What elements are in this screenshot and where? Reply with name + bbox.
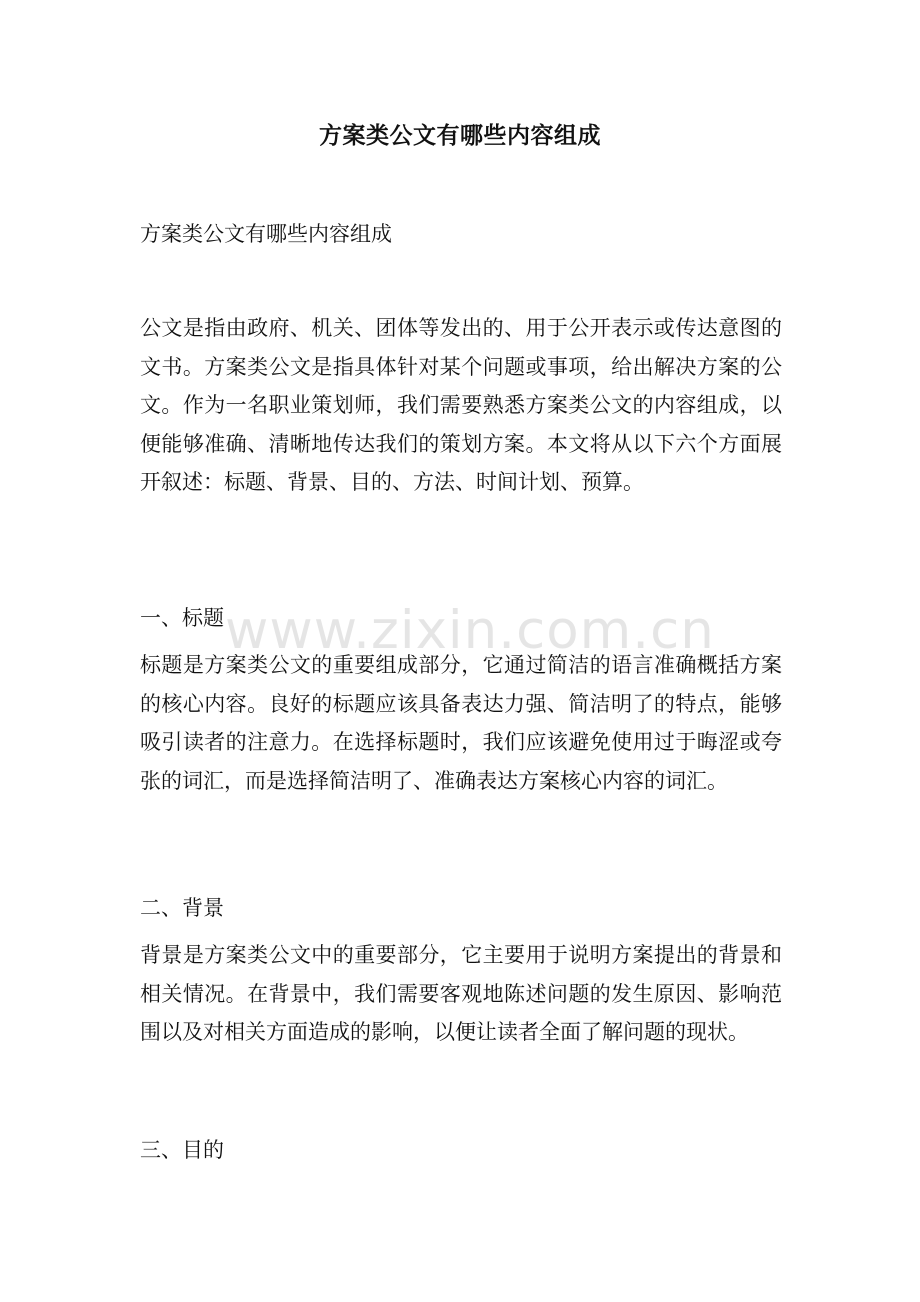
intro-paragraph: 公文是指由政府、机关、团体等发出的、用于公开表示或传达意图的文书。方案类公文是指具体针对某个问题或事项，给出解决方案的公文。作为一名职业策划师，我们需要熟悉方案类公文的内容组成，以便能够准确、清晰地传达我们的策划方案。本文将从以下六个方面展开叙述：标题、背景、目的、方法、时间计划、预算。 bbox=[140, 316, 782, 494]
document-subtitle: 方案类公文有哪些内容组成 bbox=[140, 222, 392, 246]
section-heading-purpose: 三、目的 bbox=[140, 1138, 224, 1162]
section-body-title: 标题是方案类公文的重要组成部分，它通过简洁的语言准确概括方案的核心内容。良好的标题应该具备表达力强、简洁明了的特点，能够吸引读者的注意力。在选择标题时，我们应该避免使用过于晦涩或夸张的词汇，而是选择简洁明了、准确表达方案核心内容的词汇。 bbox=[140, 653, 782, 793]
document-title: 方案类公文有哪些内容组成 bbox=[319, 122, 601, 149]
section-body-background: 背景是方案类公文中的重要部分，它主要用于说明方案提出的背景和相关情况。在背景中，我们需要客观地陈述问题的发生原因、影响范围以及对相关方面造成的影响，以便让读者全面了解问题的现状。 bbox=[140, 943, 782, 1044]
watermark: www.zixin.com.cn bbox=[225, 600, 715, 661]
section-heading-background: 二、背景 bbox=[140, 896, 224, 920]
section-heading-title: 一、标题 bbox=[140, 606, 224, 630]
